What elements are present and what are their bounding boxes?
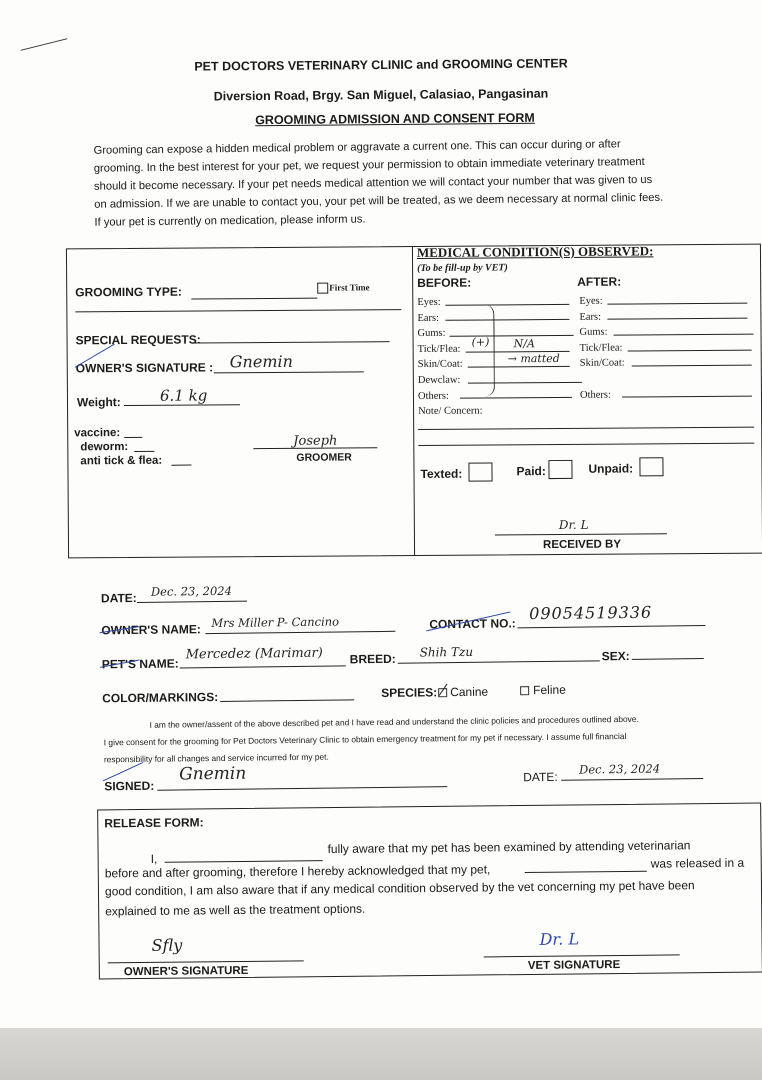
- before-skin: Skin/Coat:: [417, 359, 463, 371]
- before-note: Note/ Concern:: [418, 405, 483, 418]
- texted-label: Texted:: [420, 466, 463, 481]
- paid-label: Paid:: [516, 464, 546, 479]
- consent-line: I give consent for the grooming for Pet Doctors Veterinary Clinic to obtain emergency treatment for my pet if necessary. I assume full financial: [103, 730, 627, 748]
- release-box: [97, 803, 762, 980]
- received-by-label: RECEIVED BY: [542, 538, 622, 552]
- vet-sig-hw: Dr. L: [539, 929, 580, 949]
- signed-hw: Gnemin: [179, 763, 247, 785]
- owners-signature-hw: Gnemin: [229, 351, 293, 372]
- sex-label: SEX:: [601, 648, 630, 664]
- contact-line[interactable]: [517, 625, 705, 628]
- before-others: Others:: [417, 390, 449, 402]
- tick-value: (+): [471, 335, 490, 349]
- groomer-name-hw: Joseph: [293, 433, 338, 449]
- before-eyes: Eyes:: [417, 296, 441, 308]
- skin-value: → matted: [507, 351, 560, 366]
- before-gums: Gums:: [417, 327, 446, 340]
- anti-tick-label: anti tick & flea:: [80, 454, 163, 468]
- intro-line: Grooming can expose a hidden medical problem or aggravate a current one. This can occur during or after: [93, 138, 621, 157]
- before-ears: Ears:: [417, 312, 440, 324]
- pet-name-value: Mercedez (Marimar): [185, 645, 323, 663]
- medical-subtitle: (To be fill-up by VET): [417, 262, 508, 274]
- signed-label: SIGNED:: [104, 778, 155, 794]
- date2-label: DATE:: [523, 769, 558, 785]
- release-line2-start: before and after grooming, therefore I hereby acknowledged that my pet,: [104, 862, 491, 881]
- after-eyes: Eyes:: [579, 295, 603, 307]
- owner-name-label: OWNER'S NAME:: [101, 622, 201, 638]
- date-label: DATE:: [100, 590, 137, 606]
- breed-label: BREED:: [349, 651, 396, 667]
- receiver-hw: Dr. L: [558, 517, 589, 532]
- first-time-label: First Time: [329, 282, 370, 293]
- release-line1-end: fully aware that my pet has been examined by attending veterinarian: [327, 838, 691, 857]
- feline-label: Feline: [533, 682, 566, 698]
- sex-line[interactable]: [632, 658, 704, 660]
- after-skin: Skin/Coat:: [579, 357, 625, 370]
- consent-paragraph: [103, 711, 639, 769]
- after-gums: Gums:: [579, 326, 608, 339]
- intro-line: on admission. If we are unable to contact you, your pet will be treated, as we deem necessary at normal clinic fees.: [94, 191, 664, 211]
- before-dewclaw: Dewclaw:: [417, 374, 461, 386]
- after-ears: Ears:: [579, 311, 602, 323]
- consent-line: I am the owner/assent of the above described pet and I have read and understand the clinic policies and procedures outlined above.: [149, 713, 639, 730]
- date2-value: Dec. 23, 2024: [579, 761, 661, 777]
- weight-label: Weight:: [76, 395, 121, 410]
- before-label: BEFORE:: [417, 275, 472, 290]
- release-i: I,: [150, 851, 158, 866]
- breed-line[interactable]: [398, 660, 600, 663]
- date-line[interactable]: [137, 601, 247, 603]
- before-tick: Tick/Flea:: [417, 343, 461, 355]
- feline-checkbox[interactable]: [520, 686, 529, 695]
- groomer-label: GROOMER: [296, 451, 352, 464]
- contact-value: 09054519336: [529, 602, 653, 624]
- intro-line: If your pet is currently on medication, please inform us.: [94, 213, 366, 229]
- date2-line[interactable]: [561, 778, 703, 781]
- after-label: AFTER:: [577, 274, 622, 289]
- date-value: Dec. 23, 2024: [150, 583, 232, 599]
- release-pet-line[interactable]: [525, 871, 647, 873]
- pet-name-line[interactable]: [180, 665, 346, 668]
- canine-label: Canine: [450, 684, 489, 700]
- deworm-label: deworm:: [80, 440, 129, 454]
- form-title: GROOMING ADMISSION AND CONSENT FORM: [255, 110, 535, 128]
- medical-title: MEDICAL CONDITION(S) OBSERVED:: [416, 243, 654, 260]
- intro-line: should it become necessary. If your pet needs medical attention we will contact your number that was given to us: [93, 173, 653, 193]
- signed-line[interactable]: [157, 786, 447, 791]
- na-value: N/A: [513, 337, 535, 351]
- owners-signature-label: OWNER'S SIGNATURE :: [75, 360, 214, 376]
- vet-sig-line[interactable]: [484, 954, 680, 957]
- contact-label: CONTACT NO.:: [429, 616, 516, 632]
- release-line3: good condition, I am also aware that if any medical condition observed by the vet concerning my pet have been: [104, 878, 695, 899]
- special-requests-label: SPECIAL REQUESTS:: [75, 332, 201, 348]
- color-label: COLOR/MARKINGS:: [102, 689, 219, 706]
- weight-value: 6.1 kg: [159, 386, 208, 405]
- grooming-type-label: GROOMING TYPE:: [75, 284, 182, 300]
- intro-line: grooming. In the best interest for your pet, we request your permission to obtain immediate veterinary treatment: [93, 155, 645, 175]
- species-label: SPECIES:: [381, 685, 438, 700]
- owner-name-value: Mrs Miller P- Cancino: [211, 614, 340, 631]
- after-tick: Tick/Flea:: [579, 342, 623, 354]
- clinic-address: Diversion Road, Brgy. San Miguel, Calasiao, Pangasinan: [213, 86, 549, 104]
- release-line4: explained to me as well as the treatment options.: [105, 901, 366, 919]
- after-others: Others:: [579, 389, 611, 401]
- vaccine-label: vaccine:: [74, 427, 121, 440]
- consent-line: responsibility for all changes and service incurred for my pet.: [103, 751, 329, 765]
- pet-name-label: PET'S NAME:: [101, 656, 179, 672]
- owner-sig-hw: Sfly: [151, 935, 183, 955]
- owner-name-line[interactable]: [205, 631, 395, 634]
- owner-sig-line[interactable]: [108, 960, 304, 963]
- vet-sig-label: VET SIGNATURE: [527, 959, 621, 972]
- page-shadow: [0, 1028, 762, 1080]
- clinic-name: PET DOCTORS VETERINARY CLINIC and GROOMING CENTER: [194, 56, 568, 74]
- release-title: RELEASE FORM:: [104, 815, 204, 831]
- owner-sig-label: OWNER'S SIGNATURE: [123, 964, 249, 979]
- release-line2-end: was released in a: [650, 855, 745, 871]
- release-name-line[interactable]: [165, 860, 323, 863]
- unpaid-label: Unpaid:: [588, 461, 634, 476]
- color-line[interactable]: [220, 699, 354, 702]
- breed-value: Shih Tzu: [419, 644, 474, 660]
